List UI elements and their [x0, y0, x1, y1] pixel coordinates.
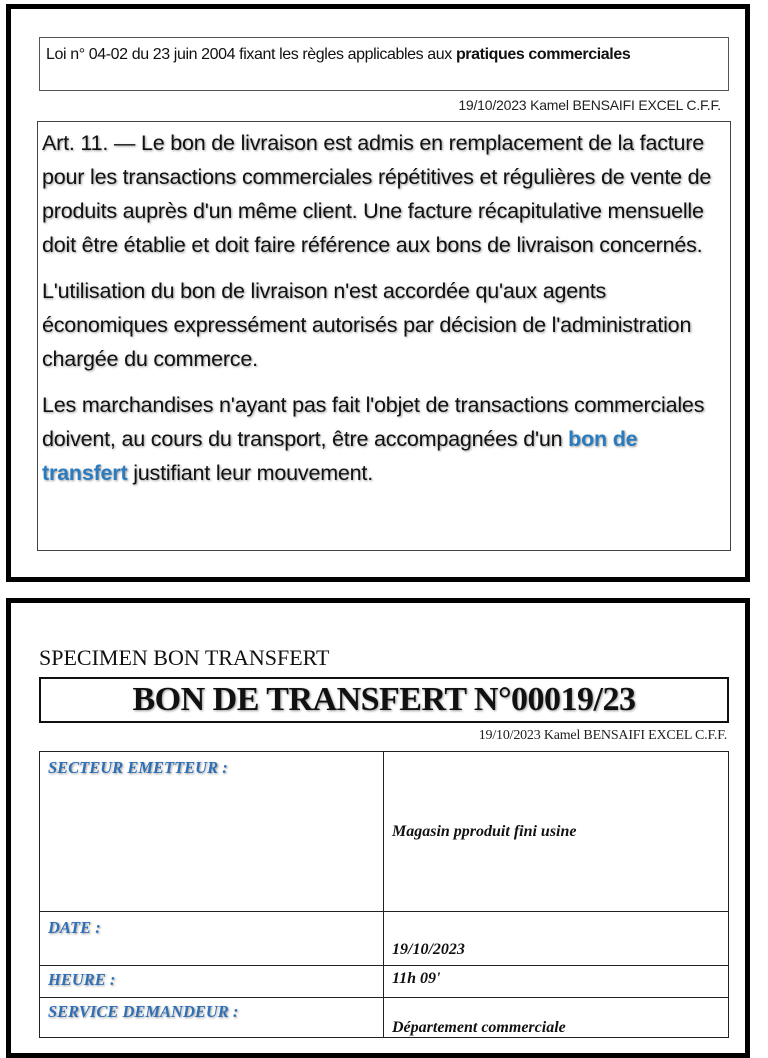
- date-label: DATE :: [40, 912, 384, 966]
- paragraph-3-start: Les marchandises n'ayant pas fait l'objet de transactions commerciales doivent, au cours du transport, être accompagnées d'un: [42, 393, 705, 451]
- article-text-box: [37, 121, 731, 551]
- article-paragraph-2: L'utilisation du bon de livraison n'est accordée qu'aux agents économiques expressément autorisés par décision de l'administration chargée du commerce.: [42, 279, 692, 371]
- secteur-emetteur-value: Magasin pproduit fini usine: [384, 752, 729, 912]
- service-demandeur-value: Département commerciale: [384, 998, 729, 1038]
- paragraph-3-end: justifiant leur mouvement.: [127, 461, 373, 485]
- heure-value: 11h 09': [384, 966, 729, 998]
- heure-label: HEURE :: [40, 966, 384, 998]
- table-row: [40, 998, 729, 1038]
- law-title-box: [39, 37, 729, 91]
- date-value: 19/10/2023: [384, 912, 729, 966]
- bon-de-transfert-highlight: bon de transfert: [42, 427, 638, 485]
- table-row: [40, 966, 729, 998]
- table-row: [40, 752, 729, 912]
- author-reference: 19/10/2023 Kamel BENSAIFI EXCEL C.F.F.: [458, 97, 721, 113]
- service-demandeur-label: SERVICE DEMANDEUR :: [40, 998, 384, 1038]
- form-title: BON DE TRANSFERT N°00019/23: [39, 677, 729, 723]
- law-excerpt-panel: [6, 4, 750, 582]
- transfer-form-panel: [6, 598, 750, 1058]
- secteur-emetteur-label: SECTEUR EMETTEUR :: [40, 752, 384, 912]
- transfer-form-table: [39, 751, 729, 1038]
- table-row: [40, 912, 729, 966]
- law-title-bold: pratiques commerciales: [455, 46, 631, 63]
- law-title-prefix: Loi n° 04-02 du 23 juin 2004 fixant les règles applicables aux: [46, 46, 456, 63]
- article-paragraph-3: [42, 388, 726, 490]
- article-paragraph-1: Art. 11. — Le bon de livraison est admis en remplacement de la facture pour les transactions commerciales répétitives et régulières de vente de produits auprès d'un même client. Une facture récapitulative mensuelle doit être établie et doit faire référence aux bons de livraison concernés.: [42, 131, 712, 257]
- form-author-reference: 19/10/2023 Kamel BENSAIFI EXCEL C.F.F.: [478, 728, 727, 743]
- specimen-heading: SPECIMEN BON TRANSFERT: [39, 645, 330, 670]
